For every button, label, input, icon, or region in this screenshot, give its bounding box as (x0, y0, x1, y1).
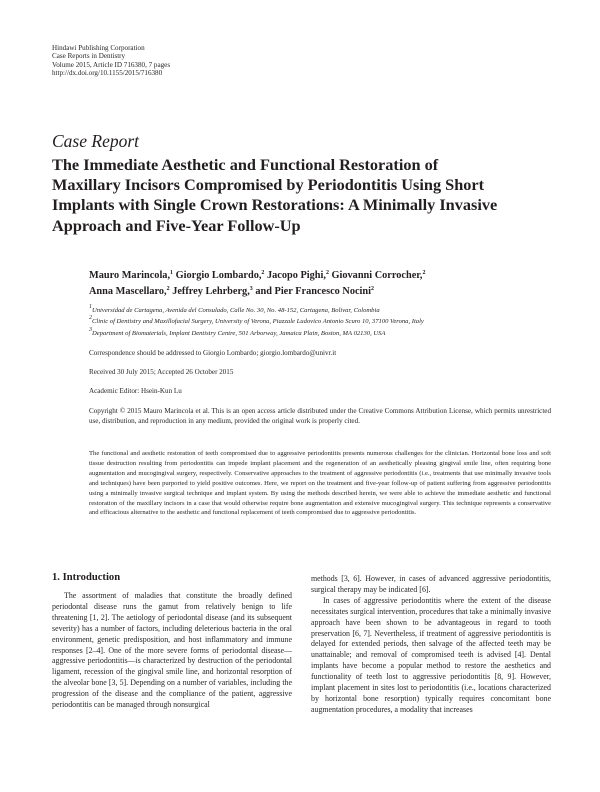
title-line: The Immediate Aesthetic and Functional Restoration of (52, 155, 439, 174)
author-line (89, 268, 425, 284)
journal-header (52, 44, 170, 78)
body-paragraph: methods [3, 6]. However, in cases of advanced aggressive periodontitis, surgical therapy may be indicated [6]. (311, 574, 551, 594)
author-name: Jeffrey Lehrberg, (172, 285, 250, 297)
author-list (89, 268, 425, 299)
title-line: Approach and Five-Year Follow-Up (52, 215, 301, 235)
body-paragraph: The assortment of maladies that constitute the broadly defined periodontal disease runs the gamut from relatively benign to life threatening [1, 2]. The aetiology of periodontal disease (and its subsequent severity) has a number of factors, including deleterious bacteria in the oral environment, genetic predisposition, and host inflammatory and immune responses [2–4]. One of the more severe forms of periodontal disease—aggressive periodontitis—is characterized by destruction of the periodontal ligament, recession of the gingival smile line, and horizontal resorption of the alveolar bone [3, 5]. Depending on a number of variables, including the progression of the disease and the compliance of the patient, aggressive periodontitis can be managed through nonsurgical (52, 591, 292, 710)
journal-name: Case Reports in Dentistry (52, 52, 126, 61)
copyright-notice: Copyright © 2015 Mauro Marincola et al. This is an open access article distributed under the Creative Commons Attribution License, which permits unrestricted use, distribution, and reproduction in any medium, provided the original work is properly cited. (89, 407, 551, 425)
academic-editor: Academic Editor: Hsein-Kun Lu (89, 387, 182, 395)
author-affil-mark: 2 (422, 270, 426, 276)
author-name: Jacopo Pighi, (267, 270, 326, 281)
author-name: Giorgio Lombardo, (175, 270, 262, 281)
publisher-line: Hindawi Publishing Corporation (52, 44, 145, 52)
body-paragraph: In cases of aggressive periodontitis where the extent of the disease necessitates surgical intervention, procedures that take a minimally invasive approach have been shown to be advantageous in regard to tooth preservation [6, 7]. Nevertheless, if treatment of aggressive periodontitis is delayed for extended periods, then salvage of the affected teeth may be unattainable; and removal of compromised teeth is advised [4]. Dental implants have become a popular method to restore the aesthetics and functionality of teeth lost to aggressive periodontitis [8, 9]. However, implant placement in sites lost to periodontitis (i.e., locations characterized by horizontal bone resorption) typically requires concomitant bone augmentation procedures, a modality that increases (311, 595, 551, 714)
abstract-text: The functional and aesthetic restoration of teeth compromised due to aggressive periodontitis presents numerous challenges for the clinician. Horizontal bone loss and soft tissue destruction resulting from periodontitis can impede implant placement and the regeneration of an aesthetically pleasing gingival smile line, often requiring bone augmentation and mucogingival surgery, respectively. Conservative approaches to the treatment of aggressive periodontitis (i.e., treatments that use minimally invasive tools and techniques) have been purported to yield positive outcomes. Here, we report on the treatment and five-year follow-up of patient suffering from aggressive periodontitis using a minimally invasive surgical technique and implant system. By using the methods described herein, we were able to achieve the immediate aesthetic and functional restoration of the maxillary incisors in a case that would otherwise require bone augmentation and extensive mucogingival surgery. This technique represents a conservative and efficacious alternative to the aesthetic and functional replacement of teeth compromised due to aggressive periodontitis. (89, 450, 551, 517)
volume-line: Volume 2015, Article ID 716380, 7 pages (52, 60, 171, 69)
doi-link[interactable]: http://dx.doi.org/10.1155/2015/716380 (52, 69, 163, 78)
body-column-right (311, 574, 551, 716)
author-name: Anna Mascellaro, (89, 285, 167, 297)
body-column-left (52, 591, 292, 711)
author-name: Mauro Marincola, (89, 270, 171, 281)
article-title (52, 155, 552, 236)
affiliation-mark: 3 (89, 326, 92, 333)
affiliation-mark: 1 (89, 304, 92, 310)
affiliation-line (89, 328, 424, 339)
article-type: Case Report (52, 131, 140, 151)
affiliations (89, 305, 424, 339)
author-line (89, 284, 425, 300)
affiliation-text: Clinic of Dentistry and Maxillofacial Surgery, University of Verona, Piazzale Ludovico Antonio Scuro 10, 37100 Verona, Italy (92, 318, 424, 326)
affiliation-line (89, 305, 424, 316)
received-dates: Received 30 July 2015; Accepted 26 October 2015 (89, 368, 234, 376)
title-line: Implants with Single Crown Restorations: A Minimally Invasive (52, 195, 498, 215)
author-name: Giovanni Corrocher, (331, 270, 423, 281)
affiliation-text: Universidad de Cartagena, Avenida del Consulado, Calle No. 30, No. 48-152, Cartagena, Bolivar, Colombia (92, 307, 380, 314)
title-line: Maxillary Incisors Compromised by Periodontitis Using Short (52, 175, 485, 195)
author-affil-mark: 2 (261, 270, 265, 276)
section-heading-introduction: 1. Introduction (52, 572, 121, 583)
author-affil-mark: 2 (166, 285, 170, 292)
author-affil-mark: 3 (249, 285, 253, 292)
author-affil-mark: 1 (170, 270, 174, 276)
author-affil-mark: 2 (371, 285, 374, 292)
author-name: and Pier Francesco Nocini (255, 285, 371, 297)
affiliation-text: Department of Biomaterials, Implant Dentistry Centre, 501 Arborway, Jamaica Plain, Boston, MA 02130, USA (92, 329, 386, 337)
correspondence-line: Correspondence should be addressed to Giorgio Lombardo; giorgio.lombardo@univr.it (89, 349, 337, 357)
author-affil-mark: 2 (325, 270, 329, 276)
affiliation-mark: 2 (89, 315, 92, 322)
affiliation-line (89, 316, 424, 327)
